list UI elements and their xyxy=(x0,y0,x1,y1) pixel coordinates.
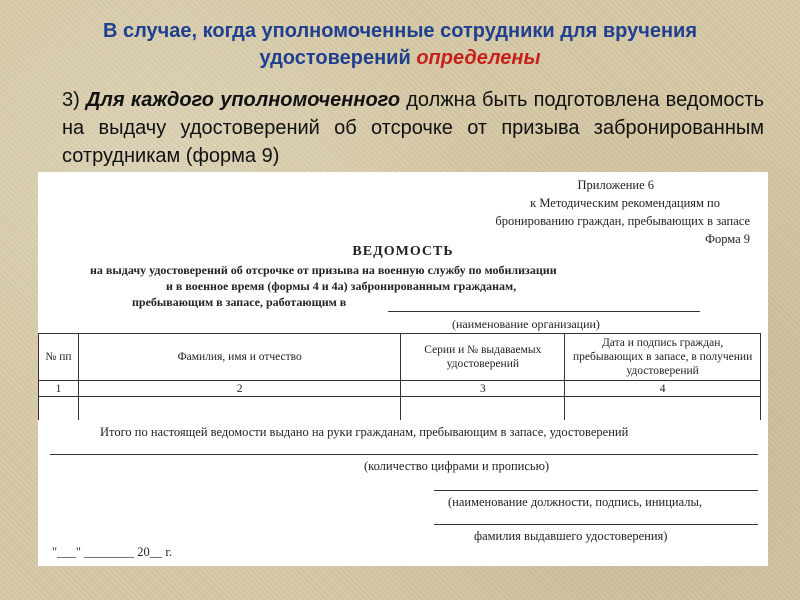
table-row-empty xyxy=(39,397,761,421)
intro-text: должна быть подготовлена ведомость на выдачу удостоверений об отсрочке от призыва забронированным сотрудникам (форма 9) xyxy=(62,89,765,167)
issuer-line xyxy=(434,524,758,525)
issuance-table xyxy=(38,333,761,420)
appendix-line-2: к Методическим рекомендациям по xyxy=(530,196,720,210)
total-issued-text: Итого по настоящей ведомости выдано на руки гражданам, пребывающим в запасе, удостоверений xyxy=(100,425,629,439)
count-caption: (количество цифрами и прописью) xyxy=(364,459,550,473)
document-title: ВЕДОМОСТЬ xyxy=(352,244,454,259)
appendix-line-4: Форма 9 xyxy=(705,232,750,246)
date-line: "___" ________ 20__ г. xyxy=(52,545,173,559)
column-number-4: 4 xyxy=(565,381,761,397)
column-number-2: 2 xyxy=(78,381,400,397)
table-cell xyxy=(565,397,761,421)
position-line xyxy=(434,490,758,491)
table-cell xyxy=(401,397,565,421)
column-header-number: № пп xyxy=(39,334,79,381)
issuer-caption: фамилия выдавшего удостоверения) xyxy=(474,529,668,543)
slide-title-text: В случае, когда уполномоченные сотрудники для вручения удостоверений xyxy=(102,20,698,69)
intro-emphasis: Для каждого уполномоченного xyxy=(85,89,401,111)
count-line xyxy=(50,454,758,455)
slide-title xyxy=(30,18,770,72)
organization-caption: (наименование организации) xyxy=(452,317,600,331)
column-header-signature: Дата и подпись граждан, пребывающих в запасе, в получении удостоверений xyxy=(565,334,761,381)
intro-number: 3) xyxy=(62,89,80,111)
table-row-column-numbers xyxy=(39,381,761,397)
subtitle-line-2: и в военное время (формы 4 и 4а) забронированным гражданам, xyxy=(166,279,517,293)
column-header-fullname: Фамилия, имя и отчество xyxy=(78,334,400,381)
column-number-1: 1 xyxy=(39,381,79,397)
table-header-row xyxy=(39,334,761,381)
table-cell xyxy=(78,397,400,421)
subtitle-line-3: пребывающим в запасе, работающим в xyxy=(132,295,347,309)
intro-paragraph xyxy=(62,86,764,170)
slide-title-highlight: определены xyxy=(416,47,541,69)
column-number-3: 3 xyxy=(401,381,565,397)
appendix-line-1: Приложение 6 xyxy=(577,178,654,192)
appendix-line-3: бронированию граждан, пребывающих в запасе xyxy=(495,214,750,228)
subtitle-line-1: на выдачу удостоверений об отсрочке от призыва на военную службу по мобилизации xyxy=(90,263,557,277)
appendix-header xyxy=(495,176,750,248)
form-9-document xyxy=(38,172,768,566)
position-caption: (наименование должности, подпись, инициалы, xyxy=(448,495,703,509)
organization-field xyxy=(388,311,700,312)
column-header-series: Серии и № выдаваемых удостоверений xyxy=(401,334,565,381)
table-cell xyxy=(39,397,79,421)
document-subtitle xyxy=(90,262,557,310)
